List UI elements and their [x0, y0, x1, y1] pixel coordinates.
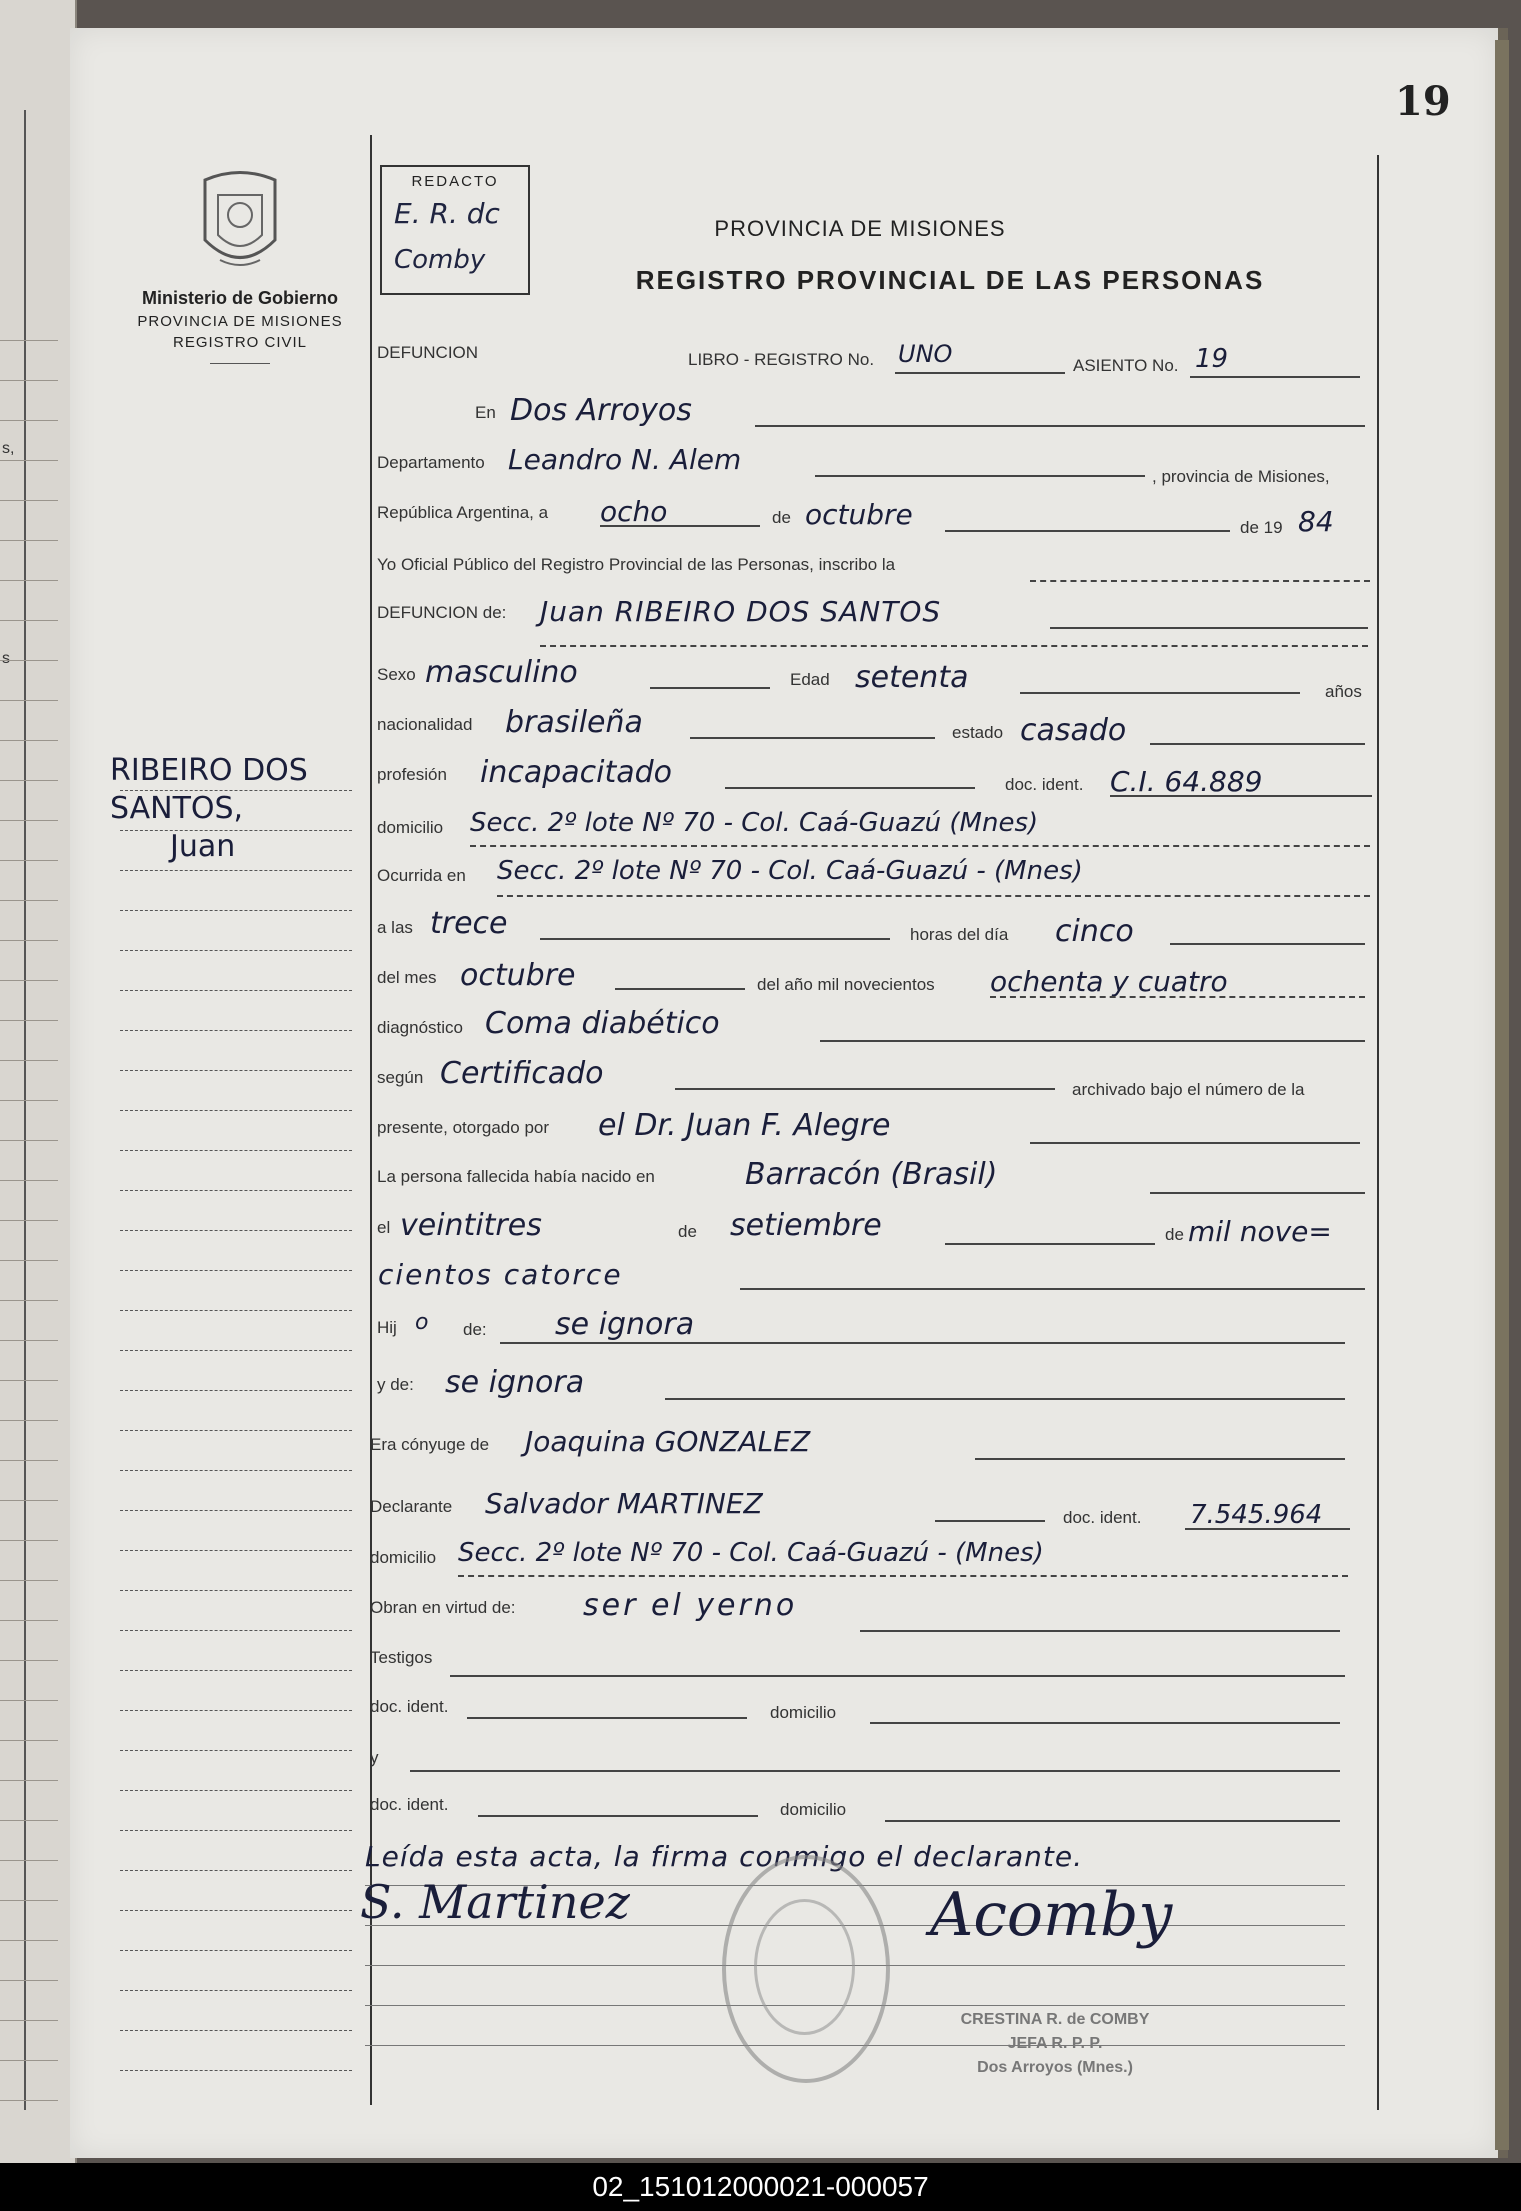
rule: [1150, 743, 1365, 745]
en-value: Dos Arroyos: [510, 393, 692, 428]
rule: [470, 845, 1370, 847]
rule: [1020, 692, 1300, 694]
facing-page-line: [0, 1140, 58, 1141]
t-doc-label: doc. ident.: [370, 1697, 449, 1716]
margin-rule-line: [120, 1190, 352, 1191]
edad-value: setenta: [855, 660, 969, 695]
diagnostico-label: diagnóstico: [377, 1018, 464, 1037]
margin-rule-line: [120, 1470, 352, 1471]
decl-dom-value: Secc. 2º lote Nº 70 - Col. Caá-Guazú - (Mnes): [458, 1538, 1044, 1568]
facing-page-line: [0, 940, 58, 941]
margin-rule-line: [120, 1270, 352, 1271]
obran-value: ser el yerno: [583, 1588, 798, 1623]
rule: [755, 425, 1365, 427]
ministry-divider: [210, 363, 270, 364]
anios-label: años: [1325, 682, 1362, 701]
facing-page-line: [0, 1100, 58, 1101]
facing-page-line: [0, 540, 58, 541]
asiento-label: ASIENTO No.: [1073, 356, 1179, 375]
margin-rule-line: [120, 1350, 352, 1351]
facing-page-line: [0, 900, 58, 901]
registry-seal: [722, 1855, 890, 2083]
facing-page-line: [0, 1340, 58, 1341]
margin-rule-line: [120, 1790, 352, 1791]
hijo-label: Hij: [377, 1318, 397, 1337]
facing-page-line: [0, 1300, 58, 1301]
facing-page-line: [0, 1220, 58, 1221]
margin-line2: SANTOS,: [110, 791, 244, 826]
rule: [665, 1398, 1345, 1400]
presente-label: presente, otorgado por: [377, 1118, 550, 1137]
margin-rule-line: [120, 1030, 352, 1031]
rule: [1030, 1142, 1360, 1144]
margin-rule-line: [120, 990, 352, 991]
facing-page-rule: [24, 110, 26, 2110]
estado-value: casado: [1020, 713, 1127, 748]
rule: [945, 1243, 1155, 1245]
facing-page-line: [0, 860, 58, 861]
declarante-value: Salvador MARTINEZ: [485, 1487, 763, 1520]
nacionalidad-value: brasileña: [505, 705, 643, 740]
rule: [1185, 1528, 1350, 1530]
provincia-suffix: , provincia de Misiones,: [1152, 467, 1330, 486]
mes-value: octubre: [805, 498, 913, 531]
margin-rule-line: [120, 1670, 352, 1671]
margin-rule-line: [120, 1590, 352, 1591]
decl-doc-label: doc. ident.: [1063, 1508, 1142, 1527]
rule: [725, 787, 975, 789]
margin-rule-line: [120, 1230, 352, 1231]
facing-page-line: [0, 980, 58, 981]
official-stamp-line3: Dos Arroyos (Mnes.): [977, 2059, 1133, 2076]
redacto-box: [380, 165, 530, 295]
nacido-value: Barracón (Brasil): [745, 1157, 998, 1192]
sexo-value: masculino: [425, 655, 578, 690]
facing-page-line: [0, 1020, 58, 1021]
official-stamp-line2: JEFA R. P. P.: [1007, 2035, 1103, 2052]
anio-label: de 19: [1240, 518, 1283, 537]
conyuge-value: Joaquina GONZALEZ: [525, 1425, 811, 1458]
facing-page-line: [0, 1980, 58, 1981]
rule: [815, 475, 1145, 477]
margin-line1: RIBEIRO DOS: [110, 753, 308, 788]
t-dom-label: domicilio: [770, 1703, 837, 1722]
anio-value: 84: [1298, 505, 1334, 538]
sexo-label: Sexo: [377, 665, 416, 684]
rule: [1050, 627, 1368, 629]
domicilio-label: domicilio: [377, 818, 444, 837]
facing-page-line: [0, 1060, 58, 1061]
facing-page-line: [0, 1860, 58, 1861]
mes2-value: octubre: [460, 958, 576, 993]
rule: [870, 1722, 1340, 1724]
declarante-label: Declarante: [370, 1497, 453, 1516]
republica-label: República Argentina, a: [377, 503, 549, 522]
margin-rule-line: [120, 1390, 352, 1391]
facing-page-line: [0, 1260, 58, 1261]
facing-page-line: [0, 1940, 58, 1941]
margin-rule-line: [120, 1830, 352, 1831]
doc-value: C.I. 64.889: [1110, 765, 1263, 798]
de-label: de: [772, 508, 791, 527]
profesion-label: profesión: [377, 765, 447, 784]
presente-value: el Dr. Juan F. Alegre: [598, 1108, 891, 1143]
margin-rule-line: [120, 1870, 352, 1871]
book-edge: [1495, 40, 1509, 2150]
rule: [478, 1815, 758, 1817]
facing-page-line: [0, 620, 58, 621]
rule: [690, 737, 935, 739]
t2-dom-label: domicilio: [780, 1800, 847, 1819]
depto-value: Leandro N. Alem: [508, 443, 742, 476]
edad-label: Edad: [790, 670, 830, 689]
ocurrida-value: Secc. 2º lote Nº 70 - Col. Caá-Guazú - (Mnes): [497, 856, 1083, 886]
margin-rule-line: [120, 1990, 352, 1991]
facing-page-line: [0, 500, 58, 501]
deceased-name: Juan RIBEIRO DOS SANTOS: [540, 595, 942, 628]
margin-rule-line: [120, 1550, 352, 1551]
rule: [615, 988, 745, 990]
profesion-value: incapacitado: [480, 755, 673, 790]
margin-rule-line: [120, 1630, 352, 1631]
rule: [458, 1575, 1348, 1577]
margin-rule-line: [120, 870, 352, 871]
facing-page-fragment: s,: [2, 440, 15, 457]
rule: [1110, 795, 1372, 797]
facing-page-line: [0, 1900, 58, 1901]
rule: [990, 996, 1365, 998]
rule: [500, 1342, 1345, 1344]
ministry-office: REGISTRO CIVIL: [172, 334, 308, 351]
decl-dom-label: domicilio: [370, 1548, 437, 1567]
margin-annotation: [110, 752, 308, 866]
margin-rule-line: [120, 1510, 352, 1511]
rule: [885, 1820, 1340, 1822]
official-signature: Acomby: [930, 1880, 1173, 1950]
rule: [975, 1458, 1345, 1460]
ministry-block: [115, 288, 365, 364]
margin-rule-line: [120, 790, 352, 791]
hijo-suffix: o: [415, 1310, 429, 1335]
ocurrida-label: Ocurrida en: [377, 866, 466, 885]
y-label: y: [370, 1748, 379, 1767]
nac-de-label: de: [678, 1222, 697, 1241]
rule: [1030, 580, 1370, 582]
anio2-value: ochenta y cuatro: [990, 965, 1228, 998]
margin-rule-line: [120, 2030, 352, 2031]
facing-page-line: [0, 580, 58, 581]
facing-page-line: [0, 780, 58, 781]
facing-page-line: [0, 1420, 58, 1421]
rule: [740, 1288, 1365, 1290]
defuncion-de-label: DEFUNCION de:: [377, 603, 507, 622]
horas-label: horas del día: [910, 925, 1009, 944]
facing-page-line: [0, 1460, 58, 1461]
estado-label: estado: [952, 723, 1004, 742]
conyuge-label: Era cónyuge de: [370, 1435, 490, 1454]
alas-label: a las: [377, 918, 413, 937]
dia2-value: cinco: [1055, 914, 1134, 949]
hora-value: trece: [430, 906, 508, 941]
margin-rule-line: [120, 1950, 352, 1951]
margin-rule-line: [120, 1070, 352, 1071]
record-type: DEFUNCION: [377, 343, 479, 362]
facing-page-line: [0, 1780, 58, 1781]
delmes-label: del mes: [377, 968, 437, 987]
rule: [1170, 943, 1365, 945]
nac-anio-value2: cientos catorce: [378, 1258, 623, 1291]
header-registry: REGISTRO PROVINCIAL DE LAS PERSONAS: [635, 265, 1265, 295]
rule: [540, 645, 1368, 647]
rule: [410, 1770, 1340, 1772]
obran-label: Obran en virtud de:: [370, 1598, 516, 1617]
margin-rule-line: [120, 2070, 352, 2071]
t2-doc-label: doc. ident.: [370, 1795, 449, 1814]
archivado-label: archivado bajo el número de la: [1072, 1080, 1305, 1099]
facing-page-line: [0, 1820, 58, 1821]
rule: [650, 687, 770, 689]
asiento-value: 19: [1195, 344, 1229, 374]
margin-rule-line: [120, 1750, 352, 1751]
facing-page-line: [0, 1740, 58, 1741]
rule: [860, 1630, 1340, 1632]
domicilio-value: Secc. 2º lote Nº 70 - Col. Caá-Guazú (Mnes): [470, 808, 1039, 838]
hijo-de-label: de:: [463, 1320, 487, 1339]
yo-oficial: Yo Oficial Público del Registro Provincial de las Personas, inscribo la: [377, 555, 896, 574]
facing-page-line: [0, 340, 58, 341]
facing-page: [0, 0, 77, 2165]
header-province: PROVINCIA DE MISIONES: [714, 216, 1006, 241]
facing-page-line: [0, 1180, 58, 1181]
ministry-name: Ministerio de Gobierno: [141, 288, 338, 308]
margin-line3: Juan: [170, 829, 236, 864]
ministry-province: PROVINCIA DE MISIONES: [137, 313, 343, 330]
facing-page-line: [0, 2060, 58, 2061]
margin-rule-line: [120, 1310, 352, 1311]
facing-page-fragment: s: [2, 650, 10, 667]
libro-value: UNO: [898, 340, 953, 368]
padre-value: se ignora: [555, 1307, 695, 1342]
facing-page-line: [0, 740, 58, 741]
margin-rule-line: [120, 1430, 352, 1431]
official-stamp-line1: CRESTINA R. de COMBY: [960, 2011, 1150, 2028]
rule: [820, 1040, 1365, 1042]
facing-page-line: [0, 820, 58, 821]
facing-page-line: [0, 660, 58, 661]
official-stamp: [925, 2008, 1185, 2080]
nac-dia-value: veintitres: [400, 1208, 542, 1243]
facing-page-line: [0, 1700, 58, 1701]
rule: [540, 938, 890, 940]
facing-page-line: [0, 2020, 58, 2021]
nac-mes-value: setiembre: [730, 1208, 882, 1243]
page-number: 19: [1395, 78, 1451, 125]
delanio-label: del año mil novecientos: [757, 975, 935, 994]
nacido-label: La persona fallecida había nacido en: [377, 1167, 655, 1186]
redacto-line2: Comby: [394, 245, 486, 275]
redacto-line1: E. R. dc: [394, 197, 500, 230]
redacto-label: REDACTO: [411, 173, 499, 190]
nac-de2-label: de: [1165, 1225, 1184, 1244]
declarant-signature: S. Martinez: [360, 1875, 630, 1929]
rule: [450, 1675, 1345, 1677]
rule: [467, 1717, 747, 1719]
facing-page-line: [0, 1500, 58, 1501]
facing-page-line: [0, 420, 58, 421]
margin-rule-line: [120, 910, 352, 911]
rule: [895, 372, 1065, 374]
facing-page-line: [0, 460, 58, 461]
coat-of-arms-icon: [190, 165, 290, 275]
dia-value: ocho: [600, 495, 668, 528]
margin-rule-line: [120, 1110, 352, 1111]
diagnostico-value: Coma diabético: [485, 1006, 720, 1041]
facing-page-line: [0, 380, 58, 381]
nacionalidad-label: nacionalidad: [377, 715, 473, 734]
decl-doc-value: 7.545.964: [1190, 1500, 1323, 1530]
rule: [675, 1088, 1055, 1090]
rule: [935, 1520, 1045, 1522]
margin-rule-line: [120, 1150, 352, 1151]
segun-label: según: [377, 1068, 424, 1087]
margin-rule-line: [120, 950, 352, 951]
facing-page-line: [0, 2100, 58, 2101]
madre-value: se ignora: [445, 1365, 585, 1400]
facing-page-line: [0, 1540, 58, 1541]
facing-page-line: [0, 1660, 58, 1661]
rule: [945, 530, 1230, 532]
rule: [1150, 1192, 1365, 1194]
closing-statement: Leída esta acta, la firma conmigo el declarante.: [365, 1840, 1083, 1873]
facing-page-line: [0, 1620, 58, 1621]
right-rule: [1377, 155, 1379, 2110]
nac-anio-value1: mil nove=: [1188, 1215, 1332, 1248]
margin-rule-line: [120, 1910, 352, 1911]
depto-label: Departamento: [377, 453, 485, 472]
margin-rule-line: [120, 830, 352, 831]
en-label: En: [475, 403, 496, 422]
facing-page-line: [0, 1380, 58, 1381]
segun-value: Certificado: [440, 1056, 604, 1091]
rule: [497, 895, 1370, 897]
rule: [600, 525, 760, 527]
el-label: el: [377, 1218, 391, 1237]
facing-page-line: [0, 1580, 58, 1581]
image-identifier: 02_151012000021-000057: [0, 2163, 1521, 2211]
doc-label: doc. ident.: [1005, 775, 1084, 794]
libro-label: LIBRO - REGISTRO No.: [688, 350, 875, 369]
testigos-label: Testigos: [370, 1648, 433, 1667]
yde-label: y de:: [377, 1375, 414, 1394]
margin-rule-line: [120, 1710, 352, 1711]
rule: [1190, 376, 1360, 378]
facing-page-line: [0, 700, 58, 701]
